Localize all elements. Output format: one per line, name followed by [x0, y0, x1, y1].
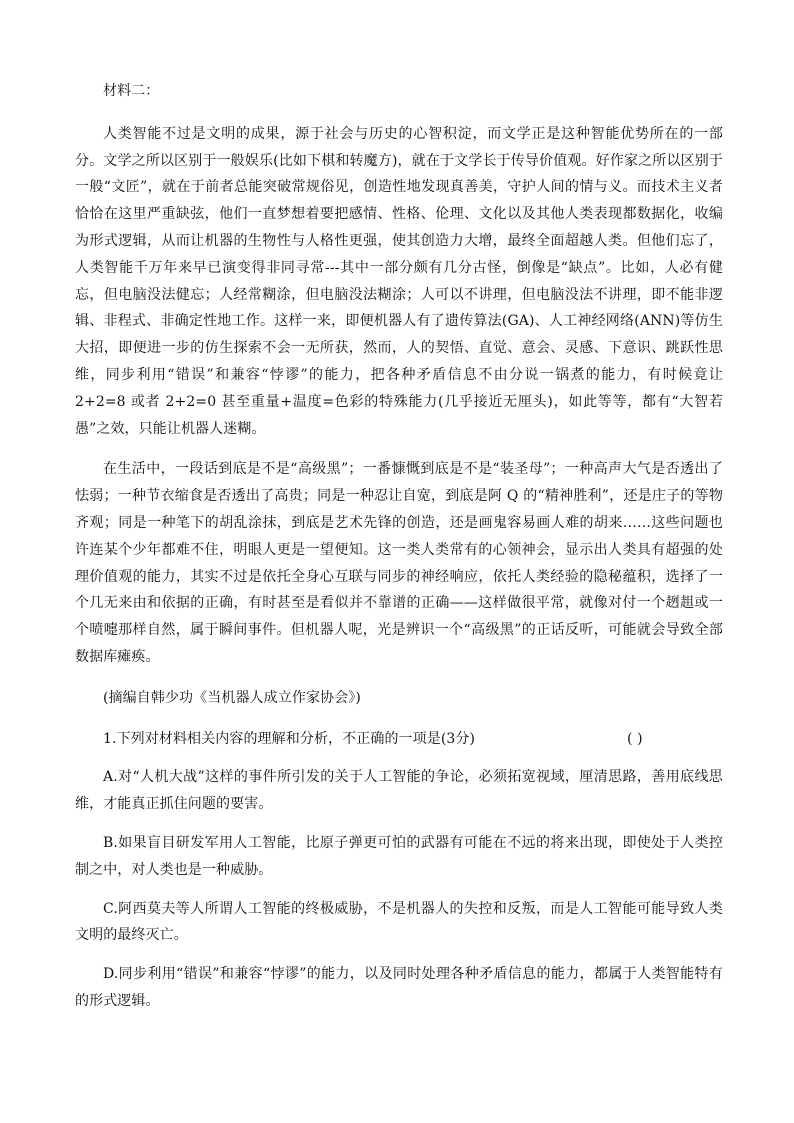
question-stem-row	[75, 726, 723, 753]
answer-bracket: ( )	[627, 730, 643, 747]
option-d: D.同步利用“错误”和兼容“悖谬”的能力，以及同时处理各种矛盾信息的能力，都属于人类智能特有的形式逻辑。	[75, 966, 723, 1009]
option-c: C.阿西莫夫等人所谓人工智能的终极威胁，不是机器人的失控和反叛，而是人工智能可能导致人类文明的最终灭亡。	[75, 900, 723, 944]
material-paragraph-1: 人类智能不过是文明的成果，源于社会与历史的心智积淀，而文学正是这种智能优势所在的一部分。文学之所以区别于一般娱乐(比如下棋和转魔方)，就在于文学长于传导价值观。好作家之所以区别于一般“文匠”，就在于前者总能突破常规俗见，创造性地发现真善美，守护人间的情与义。而技术主义者恰恰在这里严重缺弦，他们一直梦想着要把感情、性格、伦理、文化以及其他人类表现都数据化，收编为形式逻辑，从而让机器的生物性与人格性更强，使其创造力大增，最终全面超越人类。但他们忘了，人类智能千万年来早已演变得非同寻常---其中一部分颇有几分古怪，倒像是“缺点”。比如，人必有健忘，但电脑没法健忘；人经常糊涂，但电脑没法糊涂；人可以不讲理，但电脑没法不讲理，即不能非逻辑、非程式、非确定性地工作。这样一来，即便机器人有了遗传算法(GA)、人工神经网络(ANN)等仿生大招，即便进一步的仿生探索不会一无所获，然而，人的契悟、直觉、意会、灵感、下意识、跳跃性思维，同步利用“错误”和兼容“悖谬”的能力，把各种矛盾信息不由分说一锅煮的能力，有时候竟让 2+2=8 或者 2+2=0 甚至重量+温度=色彩的特殊能力(几乎接近无厘头)，如此等等，都有“大智若愚”之效，只能让机器人迷糊。	[75, 125, 723, 437]
document-page	[75, 78, 723, 1027]
material-paragraph-2: 在生活中，一段话到底是不是“高级黑”；一番慷慨到底是不是“装圣母”；一种高声大气是否透出了怯弱；一种节衣缩食是否透出了高贵；同是一种忍让自宽，到底是阿 Q 的“精神胜利”，还是庄子的等物齐观；同是一种笔下的胡乱涂抹，到底是艺术先锋的创造，还是画鬼容易画人难的胡来……这些问题也许连某个少年都难不住，明眼人更是一望便知。这一类人类常有的心领神会，显示出人类具有超强的处理价值观的能力，其实不过是依托全身心互联与同步的神经响应，依托人类经验的隐秘蕴积，选择了一个几无来由和依据的正确，有时甚至是看似并不靠谱的正确——这样做很平常，就像对付一个趔趄或一个喷嚏那样自然，属于瞬间事件。但机器人呢，光是辨识一个“高级黑”的正话反听，可能就会导致全部数据库瘫痪。	[75, 461, 723, 665]
material-heading: 材料二：	[103, 83, 160, 99]
material-source: (摘编自韩少功《当机器人成立作家协会》)	[103, 689, 361, 706]
option-b: B.如果盲目研发军用人工智能，比原子弹更可怕的武器有可能在不远的将来出现，即使处于人类控制之中，对人类也是一种威胁。	[75, 834, 723, 878]
question-stem: 1.下列对材料相关内容的理解和分析，不正确的一项是(3分)	[103, 730, 476, 747]
option-a: A.对“人机大战”这样的事件所引发的关于人工智能的争论，必须拓宽视域，厘清思路，善用底线思维，才能真正抓住问题的要害。	[75, 769, 723, 813]
